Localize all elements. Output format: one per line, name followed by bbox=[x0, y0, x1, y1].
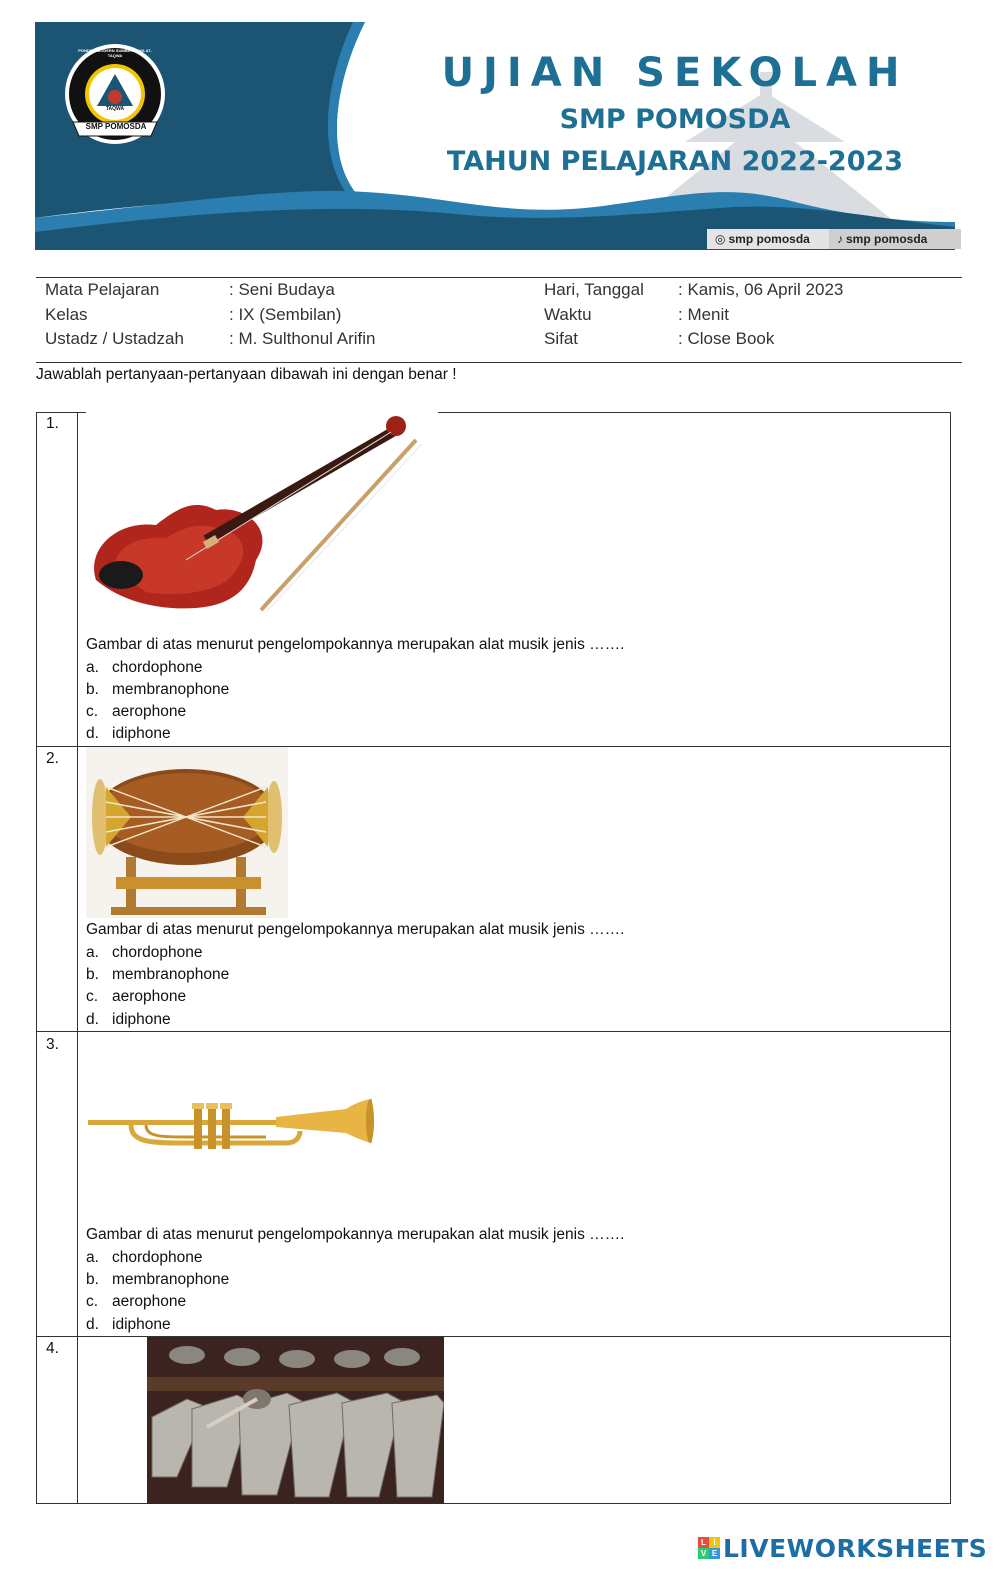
instagram-handle bbox=[707, 229, 843, 249]
option-letter: b. bbox=[86, 966, 99, 983]
header-banner bbox=[35, 22, 955, 250]
option-text: chordophone bbox=[112, 944, 203, 961]
logo-ring-text: PONDOK MODERN SUMBER DAYA AT-TAQWA bbox=[78, 48, 152, 58]
teacher-value: : M. Sulthonul Arifin bbox=[229, 329, 376, 348]
option-text: aerophone bbox=[112, 1293, 187, 1310]
answer-option[interactable] bbox=[86, 681, 229, 699]
academic-year: TAHUN PELAJARAN 2022-2023 bbox=[446, 146, 904, 177]
tiktok-text: smp pomosda bbox=[846, 232, 928, 246]
nature-label: Sifat bbox=[544, 329, 579, 348]
option-text: chordophone bbox=[112, 659, 203, 676]
answer-option[interactable] bbox=[86, 1271, 229, 1289]
question-text: Gambar di atas menurut pengelompokannya merupakan alat musik jenis ……. bbox=[86, 1226, 625, 1243]
option-letter: d. bbox=[86, 1011, 99, 1028]
logo-banner-text: SMP POMOSDA bbox=[85, 122, 147, 131]
answer-option[interactable] bbox=[86, 1293, 186, 1311]
option-letter: d. bbox=[86, 725, 99, 742]
answer-option[interactable] bbox=[86, 659, 203, 677]
instagram-icon: ◎ bbox=[715, 232, 726, 246]
info-top-rule bbox=[36, 277, 962, 278]
option-letter: b. bbox=[86, 1271, 99, 1288]
exam-title: UJIAN SEKOLAH bbox=[441, 50, 909, 96]
kendang-drum-image bbox=[86, 747, 288, 918]
tiktok-icon: ♪ bbox=[837, 232, 843, 246]
violin-image bbox=[86, 410, 438, 612]
logo-letter: I bbox=[709, 1537, 720, 1548]
class-value: : IX (Sembilan) bbox=[229, 305, 342, 324]
subject-value: : Seni Budaya bbox=[229, 280, 335, 299]
question-number: 1. bbox=[46, 415, 59, 432]
question-number: 3. bbox=[46, 1036, 59, 1053]
question-text: Gambar di atas menurut pengelompokannya merupakan alat musik jenis ……. bbox=[86, 636, 625, 653]
option-letter: a. bbox=[86, 659, 99, 676]
option-text: membranophone bbox=[112, 966, 230, 983]
question-text: Gambar di atas menurut pengelompokannya merupakan alat musik jenis ……. bbox=[86, 921, 625, 938]
option-text: chordophone bbox=[112, 1249, 203, 1266]
answer-option[interactable] bbox=[86, 1011, 171, 1029]
option-letter: a. bbox=[86, 944, 99, 961]
brand-text: LIVEWORKSHEETS bbox=[723, 1533, 988, 1563]
option-letter: c. bbox=[86, 988, 99, 1005]
gamelan-image bbox=[147, 1337, 444, 1504]
option-letter: c. bbox=[86, 1293, 99, 1310]
answer-option[interactable] bbox=[86, 1249, 203, 1267]
date-value: : Kamis, 06 April 2023 bbox=[678, 280, 844, 299]
logo-letter: V bbox=[698, 1548, 709, 1559]
class-label: Kelas bbox=[45, 305, 88, 324]
nature-value: : Close Book bbox=[678, 329, 775, 348]
logo-inner-text: TAQWA bbox=[105, 106, 125, 112]
tiktok-handle bbox=[829, 229, 961, 249]
option-text: idiphone bbox=[112, 1316, 171, 1333]
number-column-divider bbox=[77, 412, 78, 1504]
option-text: idiphone bbox=[112, 1011, 171, 1028]
teacher-label: Ustadz / Ustadzah bbox=[45, 329, 184, 348]
option-text: membranophone bbox=[112, 1271, 230, 1288]
liveworksheets-brand[interactable] bbox=[698, 1533, 987, 1563]
row-divider bbox=[36, 1031, 951, 1032]
time-label: Waktu bbox=[544, 305, 592, 324]
instagram-text: smp pomosda bbox=[728, 232, 810, 246]
option-text: idiphone bbox=[112, 725, 171, 742]
logo-letter: L bbox=[698, 1537, 709, 1548]
answer-option[interactable] bbox=[86, 725, 171, 743]
answer-option[interactable] bbox=[86, 988, 186, 1006]
subject-label: Mata Pelajaran bbox=[45, 280, 160, 299]
instruction-text: Jawablah pertanyaan-pertanyaan dibawah ini dengan benar ! bbox=[36, 366, 457, 383]
trumpet-image bbox=[86, 1095, 376, 1157]
liveworksheets-logo-icon bbox=[698, 1537, 720, 1559]
option-text: aerophone bbox=[112, 703, 187, 720]
answer-option[interactable] bbox=[86, 944, 203, 962]
info-bottom-rule bbox=[36, 362, 962, 363]
answer-option[interactable] bbox=[86, 1316, 171, 1334]
option-letter: b. bbox=[86, 681, 99, 698]
answer-option[interactable] bbox=[86, 703, 186, 721]
option-text: membranophone bbox=[112, 681, 230, 698]
option-text: aerophone bbox=[112, 988, 187, 1005]
logo-letter: E bbox=[709, 1548, 720, 1559]
question-number: 4. bbox=[46, 1340, 59, 1357]
option-letter: a. bbox=[86, 1249, 99, 1266]
school-name: SMP POMOSDA bbox=[559, 104, 791, 135]
option-letter: d. bbox=[86, 1316, 99, 1333]
option-letter: c. bbox=[86, 703, 99, 720]
question-number: 2. bbox=[46, 750, 59, 767]
date-label: Hari, Tanggal bbox=[544, 280, 644, 299]
time-value: : Menit bbox=[678, 305, 730, 324]
answer-option[interactable] bbox=[86, 966, 229, 984]
